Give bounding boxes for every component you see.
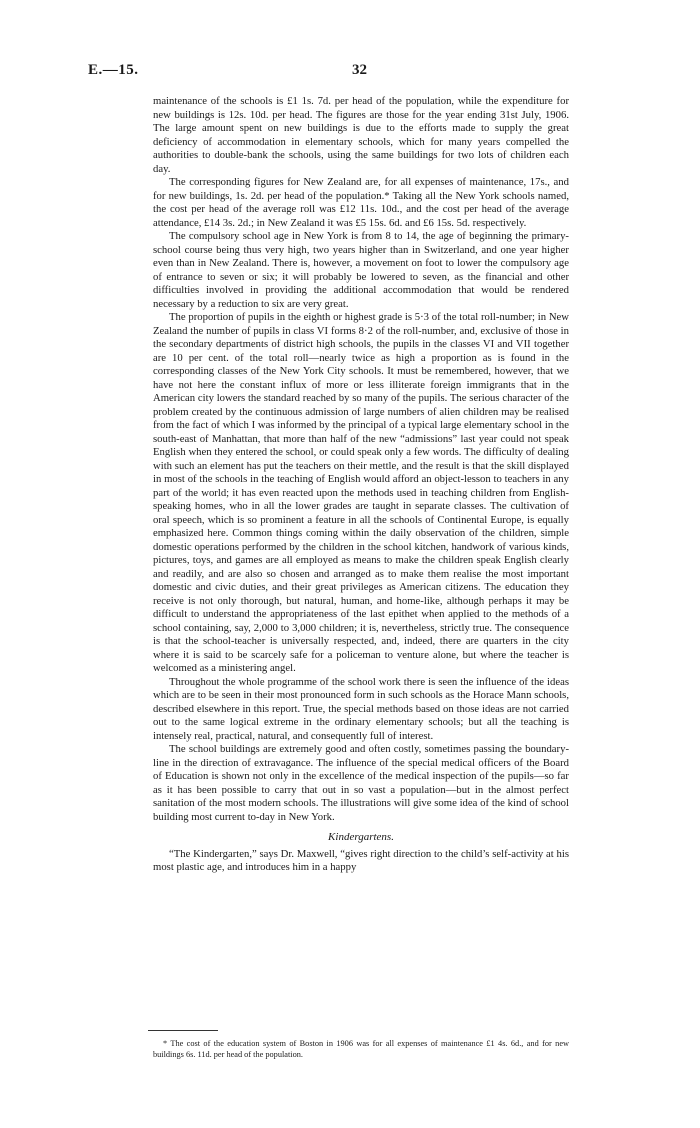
paragraph-5: Throughout the whole programme of the school work there is seen the influence of the ideas which are to be seen in their most pronounced form in such schools as the Horace Mann schools, described elsewhere in this report. True, the special methods based on those ideas are not carried out to the same logical extreme in the ordinary elementary schools; but all the teaching is intensely real, practical, natural, and consequently full of interest.: [153, 675, 569, 742]
paragraph-kindergarten: “The Kindergarten,” says Dr. Maxwell, “gives right direction to the child’s self-activity at his most plastic age, and introduces him in a happy: [153, 847, 569, 873]
footnote-divider: [148, 1030, 218, 1031]
paragraph-2: The corresponding figures for New Zealand are, for all expenses of maintenance, 17s., and for new buildings, 1s. 2d. per head of the population.* Taking all the New York schools named, the cost per head of the average roll was £12 11s. 10d., and the cost per head of the average attendance, £14 3s. 2d.; in New Zealand it was £5 15s. 6d. and £6 15s. 5d. respectively.: [153, 176, 569, 229]
page-number: 32: [352, 62, 367, 78]
footnote: [153, 1038, 569, 1060]
paragraph-6: The school buildings are extremely good and often costly, sometimes passing the boundary-line in the direction of extravagance. The influence of the special medical officers of the Board of Education is shown not only in the excellence of the medical inspection of the pupils—so far as it has been possible to carry that out in so vast a population—but in the almost perfect sanitation of the most modern schools. The illustrations will give some idea of the kind of school building most current to-day in New York.: [153, 743, 569, 823]
paragraph-3: The compulsory school age in New York is from 8 to 14, the age of beginning the primary-school course being thus very high, two years higher than in Switzerland, and one year higher even than in New Zealand. There is, however, a movement on foot to lower the compulsory age of entrance to seven or six; it will probably be lowered to seven, as the financial and other difficulties involved in providing the additional accommodation that would be rendered necessary by a reduction to six are very great.: [153, 230, 569, 310]
paragraph-1: maintenance of the schools is £1 1s. 7d. per head of the population, while the expenditure for new buildings is 12s. 10d. per head. The figures are those for the year ending 31st July, 1906. The large amount spent on new buildings is due to the efforts made to supply the great deficiency of accommodation in elementary schools, which for many years compelled the authorities to double-bank the schools, using the same buildings for two lots of children each day.: [153, 95, 569, 175]
document-reference: E.—15.: [88, 62, 139, 78]
body-text: [153, 95, 569, 875]
section-heading: Kindergartens.: [328, 831, 394, 843]
paragraph-4: The proportion of pupils in the eighth or highest grade is 5·3 of the total roll-number; in New Zealand the number of pupils in class VI forms 8·2 of the roll-number, and, exclusive of those in the secondary departments of district high schools, the pupils in the classes VI and VII together are 10 per cent. of the total roll—nearly twice as high a proportion as is found in the corresponding classes of the New York City schools. It must be remembered, however, that we have not here the constant influx of more or less illiterate foreign immigrants that in the American city lowers the standard reached by so many of the pupils. The serious character of the problem created by the continuous admission of large numbers of alien children may be realised from the fact of which I was informed by the principal of a typical large elementary school in the south-east of Manhattan, that more than half of the new “admissions” last year could not speak English when they entered the school, or could speak only a few words. The difficulty of dealing with such an element has put the teachers on their mettle, and the result is that the skill displayed in most of the schools in the teaching of English would afford an object-lesson to teachers in any part of the world; it has even reacted upon the methods used in teaching children from English-speaking homes, who in all the lower grades are taught in separate classes. The cultivation of oral speech, which is so prominent a feature in all the schools of Continental Europe, is equally emphasized here. Common things coming within the daily observation of the children, simple domestic operations performed by the children in the school kitchen, handwork of various kinds, pictures, toys, and games are all employed as means to make the children speak English clearly and readily, and are also so chosen and arranged as to make them realise the most important domestic and civic duties, and their great privileges as American citizens. The education they receive is not only thorough, but natural, human, and home-like, although perhaps it may be difficult to understand the appropriateness of the last epithet when applied to the methods of a school containing, say, 2,000 to 3,000 children; it is, nevertheless, strictly true. The consequence is that the school-teacher is universally respected, and, indeed, there are quarters in the city where it is said to be scarcely safe for a policeman to venture alone, but where the teacher is welcomed as a ministering angel.: [153, 311, 569, 674]
footnote-text: * The cost of the education system of Boston in 1906 was for all expenses of maintenance £1 4s. 6d., and for new buildings 6s. 11d. per head of the population.: [153, 1039, 569, 1059]
